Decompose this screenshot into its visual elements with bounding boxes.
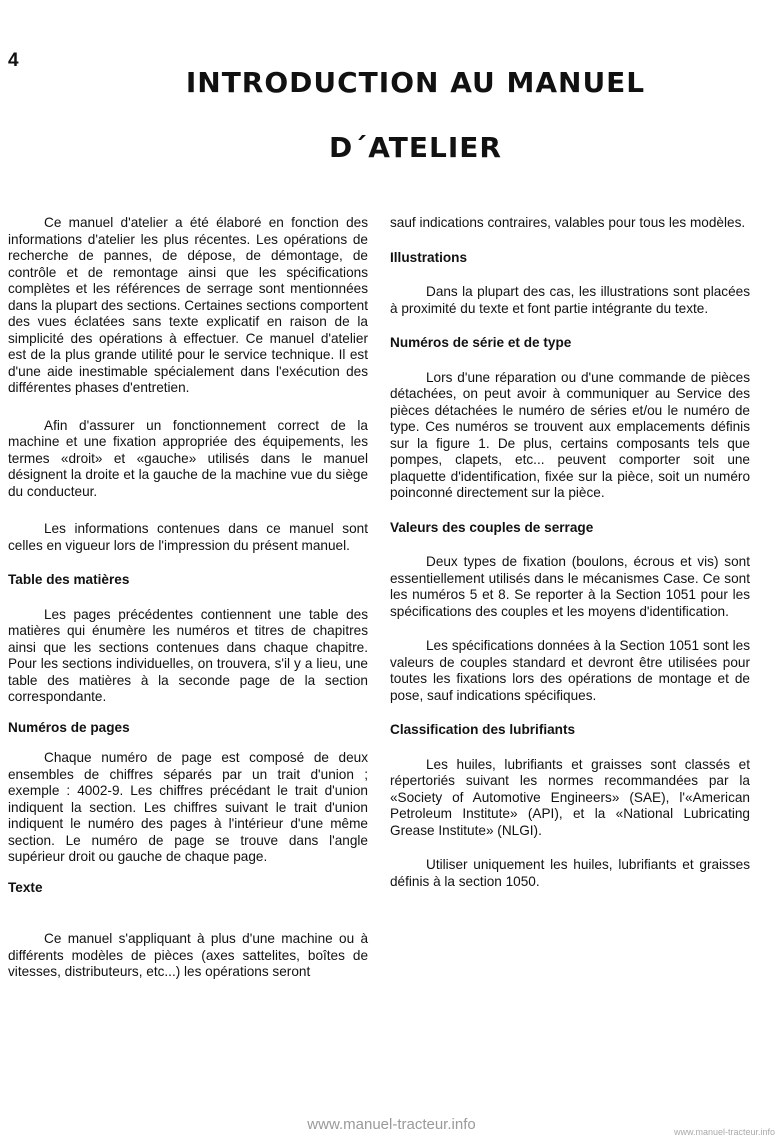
table-des-matieres-paragraph: Les pages précédentes contiennent une table des matières qui énumère les numéros et titres de chapitres ainsi que les sections contenues dans chaque chapitre. Pour les sections individuelles, on trouvera, s'il y a lieu, une table des matières à la seconde page de la section correspondante.: [8, 606, 368, 704]
footer-watermark-small: www.manuel-tracteur.info: [673, 1127, 775, 1137]
numeros-de-serie-paragraph: Lors d'une réparation ou d'une commande de pièces détachées, on peut avoir à communiquer au Service des pièces détachées le numéro de séries et/ou le numéro de type. Ces numéros se trouvent aux emplacements définis sur la figure 1. De plus, certains composants tels que pompes, clapets, etc... peuvent comporter soit une plaquette d'identification, fixée sur la pièce, soit un numéro poinconné directement sur la pièce.: [390, 369, 750, 500]
validity-paragraph: Les informations contenues dans ce manuel sont celles en vigueur lors de l'impression du présent manuel.: [8, 521, 368, 553]
continuation-paragraph: sauf indications contraires, valables pour tous les modèles.: [390, 215, 746, 230]
numeros-de-pages-paragraph: Chaque numéro de page est composé de deux ensembles de chiffres séparés par un trait d'union ; exemple : 4002-9. Les chiffres précédant le trait d'union indiquent la section. Les chiffres suivant le trait d'union indiquent le numéro des pages à l'intérieur d'une même section. Le numéro de page se trouve dans l'angle supérieur droit ou gauche de chaque page.: [8, 750, 368, 864]
heading-lubrifiants: Classification des lubrifiants: [390, 722, 576, 737]
orientation-paragraph: Afin d'assurer un fonctionnement correct de la machine et une fixation appropriée des équipements, les termes «droit» et «gauche» utilisés dans le manuel désignent la droite et la gauche de la machine vue du siège du conducteur.: [8, 417, 368, 499]
illustrations-paragraph: Dans la plupart des cas, les illustrations sont placées à proximité du texte et font partie intégrante du texte.: [390, 284, 750, 316]
heading-texte: Texte: [8, 879, 43, 895]
couples-paragraph-2: Les spécifications données à la Section 1051 sont les valeurs de couples standard et devront être utilisées pour toutes les fixations lors des opérations de montage et de pose, sauf indications spécifiques.: [390, 638, 750, 703]
page-title-line-2: D´ATELIER: [329, 131, 502, 164]
heading-numeros-de-pages: Numéros de pages: [8, 719, 130, 735]
lubrifiants-paragraph: Les huiles, lubrifiants et graisses sont classés et répertoriés suivant les normes recommandées par la «Society of Automotive Engineers» (SAE), l'«American Petroleum Institute» (API), et la «National Lubricating Grease Institute» (NLGI).: [390, 756, 750, 838]
heading-couples-de-serrage: Valeurs des couples de serrage: [390, 519, 594, 535]
lubrifiants-usage-paragraph: Utiliser uniquement les huiles, lubrifiants et graisses définis à la section 1050.: [390, 857, 750, 889]
couples-paragraph-1: Deux types de fixation (boulons, écrous et vis) sont essentiellement utilisés dans le mécanismes Case. Ce sont les numéros 5 et 8. Se reporter à la Section 1051 pour les spécifications des couples et les moyens d'identification.: [390, 554, 750, 619]
page-title-line-1: INTRODUCTION AU MANUEL: [185, 66, 646, 99]
heading-table-des-matieres: Table des matières: [8, 572, 130, 587]
right-column: [390, 215, 750, 890]
intro-paragraph: Ce manuel d'atelier a été élaboré en fonction des informations d'atelier les plus récentes. Les opérations de recherche de pannes, de dépose, de démontage, de contrôle et de remontage ainsi que les spécifications complètes et les références de serrage sont mentionnées dans la plupart des sections. Certaines sections comportent des vues éclatées sans texte explicatif en raison de la simplicité des opérations à effectuer. Ce manuel d'atelier est de la plus grande utilité pour le service technique. Il est d'une aide inestimable spécialement dans l'exécution des différentes phases d'entretien.: [8, 215, 368, 395]
left-column: [8, 215, 368, 981]
texte-paragraph: Ce manuel s'appliquant à plus d'une machine ou à différents modèles de pièces (axes sattelites, boîtes de vitesses, distributeurs, etc...) les opérations seront: [8, 931, 368, 979]
page-number: 4: [8, 50, 19, 71]
footer-watermark: www.manuel-tracteur.info: [307, 1116, 476, 1133]
heading-numeros-de-serie: Numéros de série et de type: [390, 335, 572, 350]
heading-illustrations: Illustrations: [390, 249, 468, 265]
